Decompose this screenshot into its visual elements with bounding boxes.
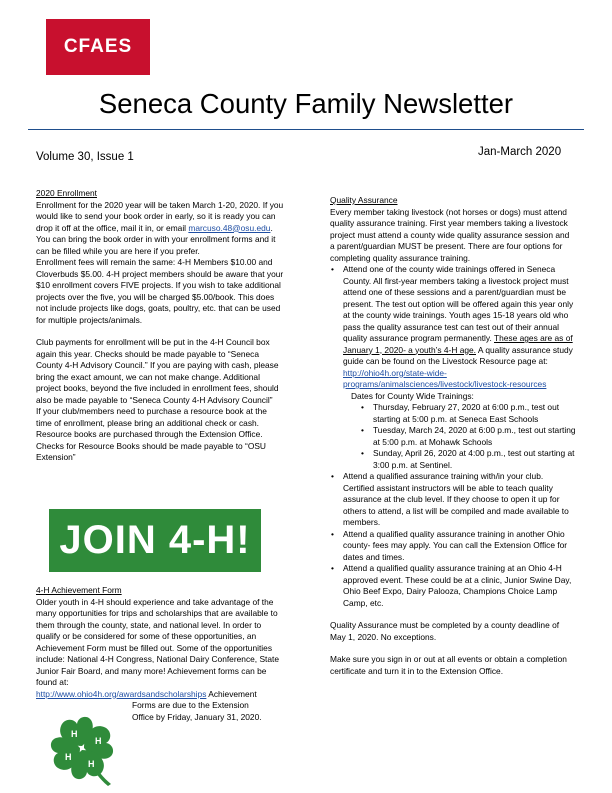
header-divider [28,129,584,130]
sign-in-reminder: Make sure you sign in or out at all events or obtain a completion certificate and turn it in to the Extension Office. [330,654,567,676]
newsletter-title: Seneca County Family Newsletter [98,88,514,119]
join-4h-banner: JOIN 4-H! [49,509,261,572]
list-item: • Tuesday, March 24, 2020 at 6:00 p.m., test out starting at 5:00 p.m. at Mohawk Schools [343,425,576,448]
achievement-section: 4-H Achievement Form Older youth in 4-H should experience and take advantage of the many opportunities for trips and scholarships that are available to them through the county, state, and national level. In order to qualify or be considered for some of these opportunities, an Achievement Form must be filled out. Some of the opportunities include: National 4-H Congress, National Dairy Conference, State Junior Fair Board, and many more! Achievement forms can be found at: http://www.ohio4h.org/awardsandscholarships Achievement Forms are due to the Extension Office by Friday, January 31, 2020. [36,585,282,723]
resource-books: If your club/members need to purchase a resource book at the time of enrollment, please bring an additional check or cash. Resource books are purchased through the Extension Office. Checks for Resource Books should be made payable to “OSU Extension” [36,406,267,462]
list-item: • Attend a qualified quality assurance training in another Ohio county- fees may apply. You can call the Extension Office for dates and times. [330,529,576,564]
enrollment-section [36,188,284,464]
achievement-heading: 4-H Achievement Form [36,585,122,595]
enrollment-fees: Enrollment fees will remain the same: 4-H Members $10.00 and Cloverbuds $5.00. 4-H project members should be aware that your $10 enrollment covers FIVE projects. If you wish to take additional projects over the five, you will be charged $5.00/book. This does not include projects like dogs, goats, poultry, etc. that can be used for multiple projects/animals. [36,257,284,325]
list-item: • Attend a qualified assurance training with/in your club. Certified assistant instructors will be able to teach quality assurance at the club level. If they choose to open it up for others to attend, a list will be compiled and made available to members. [330,471,576,529]
issue-date: Jan-March 2020 [478,146,562,158]
email-link[interactable]: marcuso.48@osu.edu [188,222,271,233]
svg-text:H: H [71,729,78,739]
list-item: • Sunday, April 26, 2020 at 4:00 p.m., test out starting at 3:00 p.m. at Sentinel. [343,448,576,471]
enrollment-paragraph: Enrollment for the 2020 year will be taken March 1-20, 2020. If you would like to send your book order in early, so it is ready you can drop it off at the office, mail it in, or email marcuso.48@osu.edu. You can bring the book order in with your enrollment forms and it can be filled while you are here if you prefer. [36,199,284,256]
svg-text:H: H [95,736,102,746]
qa-deadline: Quality Assurance must be completed by a county deadline of May 1, 2020. No exceptions. [330,620,560,642]
cfaes-logo: CFAES [46,19,150,75]
achievement-paragraph: Older youth in 4-H should experience and take advantage of the many opportunities for trips and scholarships that are available to them through the county, state, and national level. In order to qualify or be considered for some of these opportunities, an Achievement Form must be filled out. Some of the opportunities include: National 4-H Congress, National Dairy Conference, State Junior Fair Board, and many more! Achievement forms can be found at: [36,596,279,687]
list-item: • Thursday, February 27, 2020 at 6:00 p.m., test out starting at 5:00 p.m. at Seneca East Schools [343,402,576,425]
livestock-resources-link[interactable]: http://ohio4h.org/state-wide-programs/animalsciences/livestock/livestock-resources [343,367,547,389]
list-item: • Attend one of the county wide trainings offered in Seneca County. All first-year members taking a livestock project must attend one of these sessions and a parent/guardian must be present. The test out option will be offered again this year only at the county wide trainings. Youth ages 15-18 years old who pass the quality assurance test can test out of their annual quality assurance program permanently. These ages are as of January 1, 2020- a youth’s 4-H age. A quality assurance study guide can be found on the Livestock Resource page at: http://ohio4h.org/state-wide-programs/animalsciences/livestock/livestock-resources Dates for County Wide Trainings: • Thursday, February 27, 2020 at 6:00 p.m., test out starting at 5:00 p.m. at Seneca East Schools • Tuesday, March 24, 2020 at 6:00 p.m., test out starting at 5:00 p.m. at Mohawk Schools • Sunday, April 26, 2020 at 4:00 p.m., test out starting at 3:00 p.m. at Sentinel. [330,264,576,471]
quality-assurance-section [330,195,576,677]
achievement-link[interactable]: http://www.ohio4h.org/awardsandscholarships [36,688,207,699]
training-dates-list [343,402,576,471]
qa-heading: Quality Assurance [330,195,398,205]
four-leaf-clover-icon [37,708,127,788]
qa-intro: Every member taking livestock (not horses or dogs) must attend quality assurance training. First year members taking a livestock project must attend a county wide quality assurance session and a parent/guardian MUST be present. There are four options for completing quality assurance training. [330,206,570,263]
volume-issue: Volume 30, Issue 1 [36,151,134,163]
club-payments: Club payments for enrollment will be put in the 4-H Council box again this year. Checks should be made payable to “Seneca County 4-H Advisory Council.” If you are paying with cash, please bring the exact amount, we can not make change. Additional project books, beyond the five included in enrollment fees, should also be made payable to “Seneca County 4-H Advisory Council” [36,337,279,405]
qa-options-list [330,264,576,609]
list-item: • Attend a qualified quality assurance training at an Ohio 4-H approved event. These could be at a clinic, Junior Swine Day, Ohio Beef Expo, Dairy Palooza, Champions Choice Lamp Camp, etc. [330,563,576,609]
svg-text:H: H [88,759,95,769]
enrollment-heading: 2020 Enrollment [36,188,97,198]
svg-text:H: H [65,752,72,762]
